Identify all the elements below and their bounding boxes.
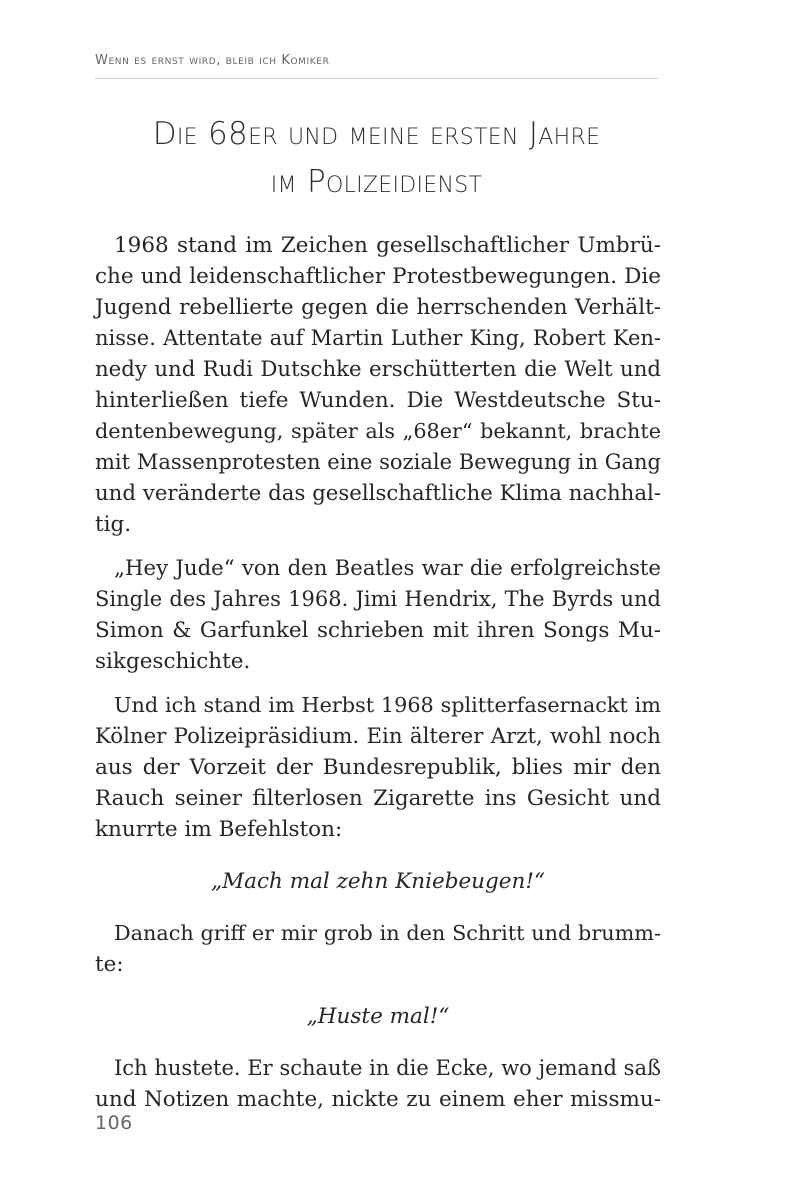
text-line: Rauch seiner filterlosen Zigarette ins Gesicht und	[95, 786, 661, 811]
text-line: Single des Jahres 1968. Jimi Hendrix, The Byrds und	[95, 587, 661, 611]
text-line: nisse. Attentate auf Martin Luther King, Robert Ken-	[95, 326, 661, 350]
text-line: „Hey Jude“ von den Beatles war die erfolgreichste	[114, 556, 661, 581]
paragraph-1	[95, 230, 661, 540]
text-line: tig.	[95, 512, 132, 537]
text-line: Simon & Garfunkel schrieben mit ihren Songs Mu-	[95, 618, 661, 643]
page-number: 106	[95, 1112, 133, 1134]
text-line: aus der Vorzeit der Bundesrepublik, blies mir den	[95, 755, 661, 780]
text-line: dentenbewegung, später als „68er“ bekannt, brachte	[95, 419, 661, 443]
text-line: Ich hustete. Er schaute in die Ecke, wo jemand saß	[114, 1056, 661, 1080]
header-rule	[95, 78, 658, 79]
text-line: Danach griff er mir grob in den Schritt und brumm-	[114, 921, 661, 945]
text-line: sikgeschichte.	[95, 649, 251, 674]
text-line: knurrte im Befehlston:	[95, 817, 343, 842]
text-line: hinterließen tiefe Wunden. Die Westdeutsche Stu-	[95, 388, 661, 413]
running-header: Wenn es ernst wird, bleib ich Komiker	[95, 53, 330, 68]
paragraph-5	[95, 1053, 661, 1115]
text-line: nedy und Rudi Dutschke erschütterten die Welt und	[95, 357, 661, 382]
text-line: Jugend rebellierte gegen die herrschenden Verhält-	[95, 295, 661, 320]
text-line: che und leidenschaftlicher Protestbewegungen. Die	[95, 264, 661, 289]
paragraph-4	[95, 918, 661, 980]
text-line: und Notizen machte, nickte zu einem eher missmu-	[95, 1087, 661, 1112]
body-text	[95, 230, 661, 1115]
chapter-title-line-1: Die 68er und meine ersten Jahre	[152, 116, 601, 152]
text-line: te:	[95, 952, 124, 977]
text-line: mit Massenprotesten eine soziale Bewegung in Gang	[95, 450, 661, 474]
text-line: Kölner Polizeipräsidium. Ein älterer Arzt, wohl noch	[95, 724, 661, 749]
chapter-title	[80, 110, 673, 206]
chapter-title-line-2: im Polizeidienst	[270, 164, 483, 200]
quote-kniebeugen: „Mach mal zehn Kniebeugen!“	[211, 869, 545, 894]
text-line: 1968 stand im Zeichen gesellschaftlicher Umbrü-	[114, 233, 661, 258]
text-line: Und ich stand im Herbst 1968 splitterfasernackt im	[114, 693, 661, 717]
paragraph-3	[95, 690, 661, 845]
quote-huste: „Huste mal!“	[306, 1004, 450, 1029]
paragraph-2	[95, 553, 661, 677]
text-line: und veränderte das gesellschaftliche Klima nachhal-	[95, 481, 661, 506]
